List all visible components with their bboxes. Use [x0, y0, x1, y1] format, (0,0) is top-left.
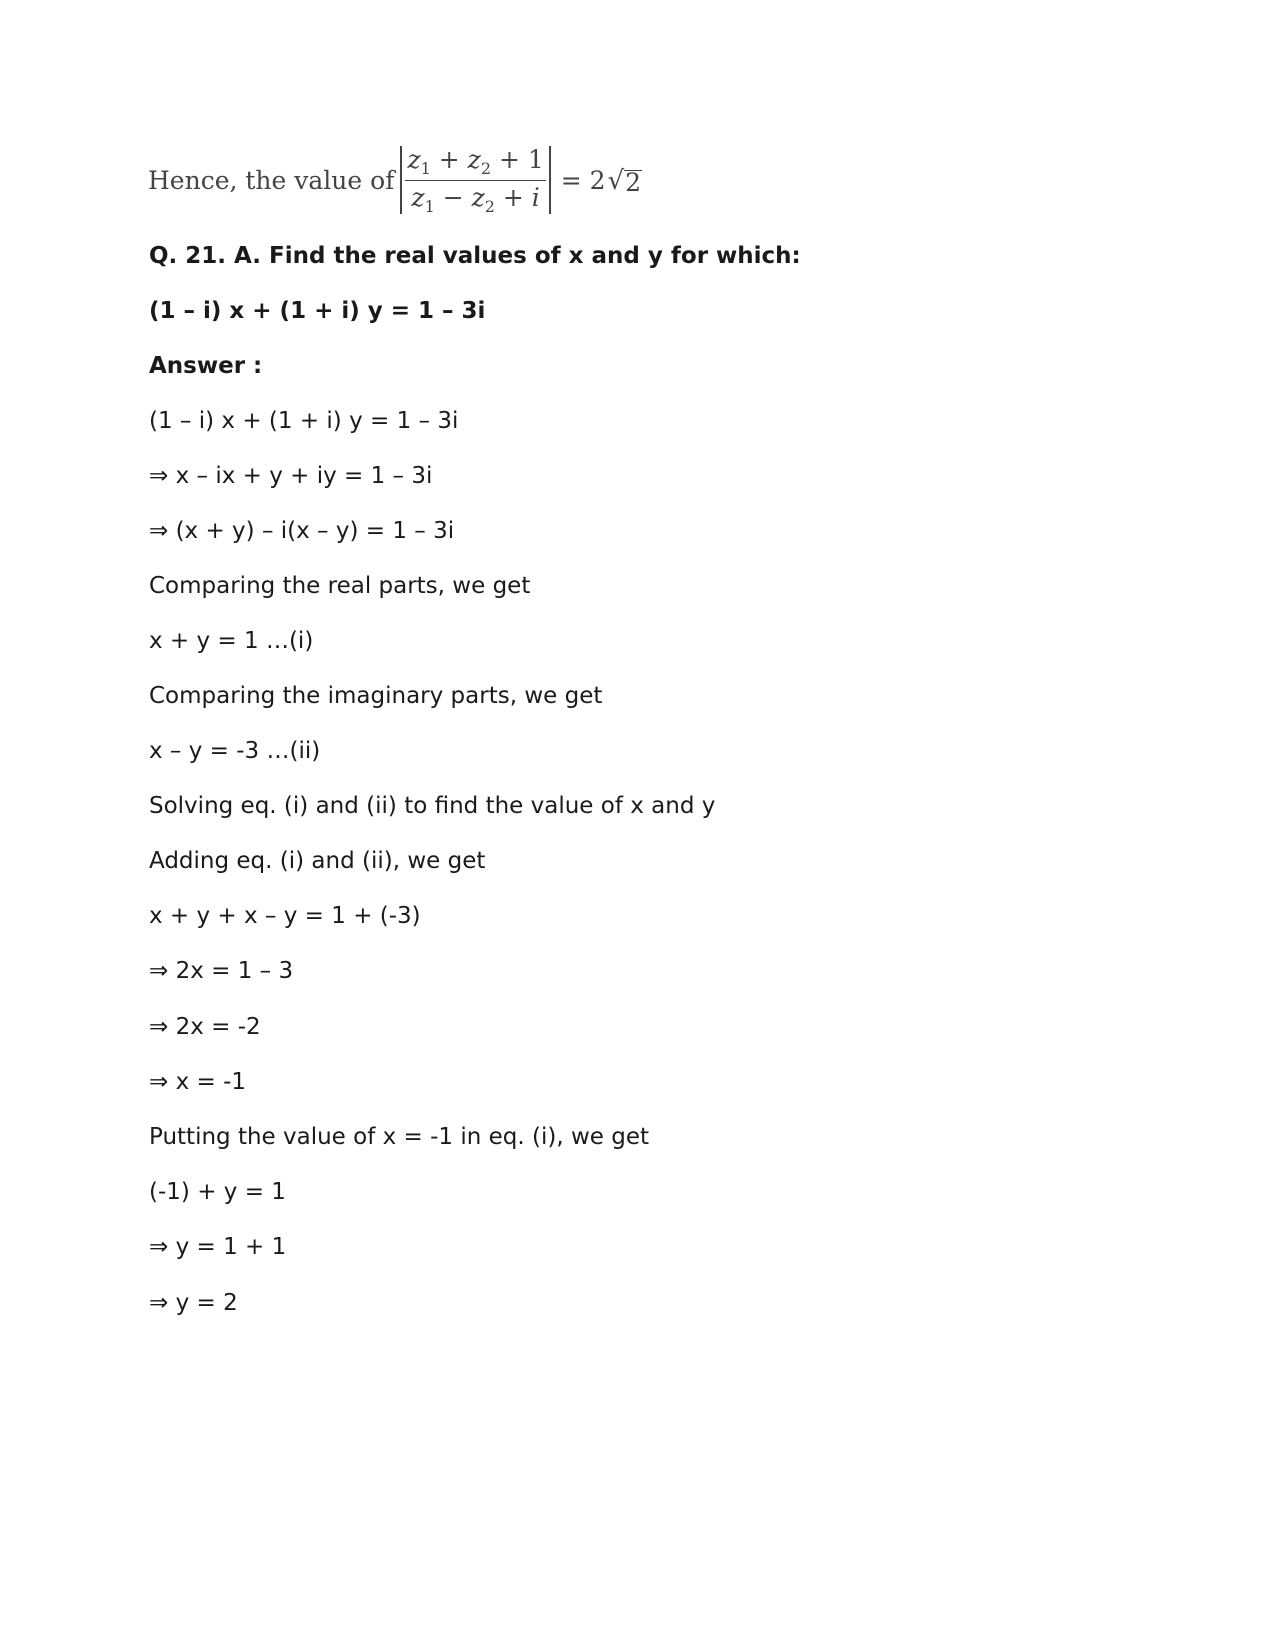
solution-step: ⇒ y = 1 + 1 — [149, 1234, 287, 1260]
solution-step: ⇒ (x + y) – i(x – y) = 1 – 3i — [149, 518, 455, 544]
solution-step: Comparing the imaginary parts, we get — [149, 683, 603, 709]
question-equation: (1 – i) x + (1 + i) y = 1 – 3i — [149, 298, 486, 324]
absolute-value — [400, 146, 550, 214]
solution-step: (1 – i) x + (1 + i) y = 1 – 3i — [149, 408, 459, 434]
solution-step: ⇒ 2x = 1 – 3 — [149, 958, 294, 984]
question-title: Q. 21. A. Find the real values of x and y for which: — [149, 243, 801, 269]
answer-label: Answer : — [149, 353, 263, 379]
solution-step: x + y = 1 …(i) — [149, 628, 314, 654]
solution-step: Putting the value of x = -1 in eq. (i), we get — [149, 1124, 650, 1150]
fraction-denominator: $z_1 - z_2 + i$ — [411, 182, 540, 216]
formula-result: = 2 √ 2 — [560, 165, 642, 197]
result-formula — [148, 146, 642, 214]
fraction-numerator: $z_1 + z_2 + 1$ — [405, 145, 545, 181]
solution-step: Adding eq. (i) and (ii), we get — [149, 848, 486, 874]
solution-step: ⇒ x – ix + y + iy = 1 – 3i — [149, 463, 433, 489]
solution-step: Comparing the real parts, we get — [149, 573, 531, 599]
solution-step: Solving eq. (i) and (ii) to find the value of x and y — [149, 793, 716, 819]
solution-step: x + y + x – y = 1 + (-3) — [149, 903, 421, 929]
solution-step: x – y = -3 …(ii) — [149, 738, 321, 764]
formula-intro: Hence, the value of — [148, 165, 395, 195]
solution-step: ⇒ y = 2 — [149, 1290, 238, 1316]
solution-step: ⇒ 2x = -2 — [149, 1014, 261, 1040]
solution-step: ⇒ x = -1 — [149, 1069, 247, 1095]
square-root: √ 2 — [607, 165, 642, 197]
fraction — [405, 145, 545, 216]
solution-step: (-1) + y = 1 — [149, 1179, 286, 1205]
